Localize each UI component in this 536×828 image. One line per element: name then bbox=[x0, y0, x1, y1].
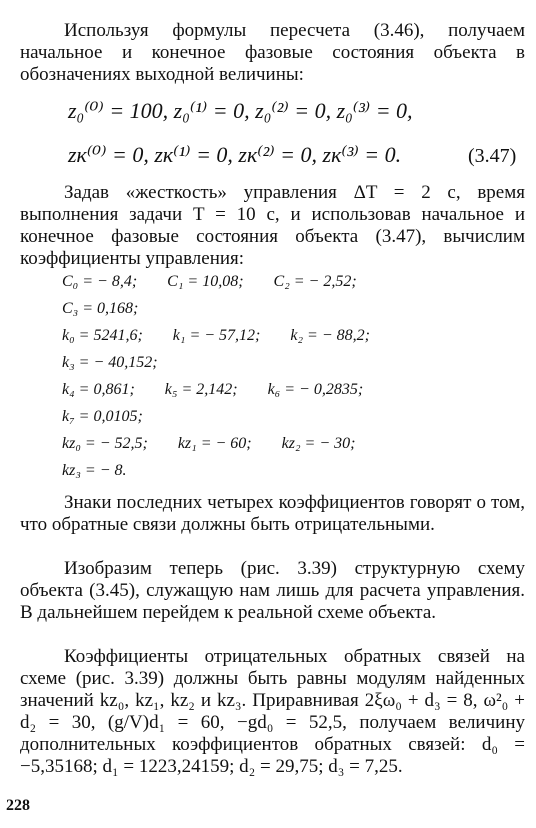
structure-scheme-paragraph: Изобразим теперь (рис. 3.39) структурную схему объекта (3.45), служащую нам лишь для расчета управления. В дальнейшем перейдем к реальной схеме объекта. bbox=[20, 558, 525, 623]
coefficient-value: k₀ = 5241,6; bbox=[62, 327, 143, 344]
coefficient-row bbox=[62, 380, 393, 400]
coefficient-row bbox=[62, 299, 168, 319]
coefficient-value: k₁ = − 57,12; bbox=[172, 327, 261, 344]
equation-final-states: zк⁽⁰⁾ = 0, zк⁽¹⁾ = 0, zк⁽²⁾ = 0, zк⁽³⁾ = 0. bbox=[68, 142, 402, 167]
coefficient-value: k₇ = 0,0105; bbox=[62, 408, 143, 425]
coefficient-row bbox=[62, 353, 188, 373]
coefficient-value: kz₁ = − 60; bbox=[177, 435, 252, 452]
coefficient-value: k₄ = 0,861; bbox=[62, 381, 135, 398]
intro-paragraph: Используя формулы пересчета (3.46), получаем начальное и конечное фазовые состояния объекта в обозначениях выходной величины: bbox=[20, 20, 525, 85]
coefficient-row bbox=[62, 434, 385, 454]
coefficient-value: kz₂ = − 30; bbox=[281, 435, 356, 452]
coefficient-value: k₃ = − 40,152; bbox=[62, 354, 158, 371]
coefficient-value: C₁ = 10,08; bbox=[167, 273, 244, 290]
coefficient-value: k₅ = 2,142; bbox=[164, 381, 238, 398]
control-coefficients-paragraph: Задав «жесткость» управления ΔT = 2 с, время выполнения задачи T = 10 с, и использовав начальное и конечное фазовые состояния объекта (3.47), вычислим коэффициенты управления: bbox=[20, 182, 525, 269]
equation-initial-states: z₀⁽⁰⁾ = 100, z₀⁽¹⁾ = 0, z₀⁽²⁾ = 0, z₀⁽³⁾ = 0, bbox=[68, 98, 413, 123]
coefficient-value: C₂ = − 2,52; bbox=[273, 273, 357, 290]
coefficient-value: kz₃ = − 8. bbox=[62, 462, 127, 479]
coefficient-row bbox=[62, 461, 156, 481]
coefficient-value: k₆ = − 0,2835; bbox=[267, 381, 364, 398]
coefficient-row bbox=[62, 272, 387, 292]
feedback-coefficients-paragraph: Коэффициенты отрицательных обратных связей на схеме (рис. 3.39) должны быть равны модулям найденных значений kz₀, kz₁, kz₂ и kz₃. Приравнивая 2ξω₀ + d₃ = 8, ω²₀ + d₂ = 30, (g/V)d₁ = 60, −gd₀ = 52,5, получаем величину дополнительных коэффициентов обратных связей: d₀ = −5,35168; d₁ = 1223,24159; d₂ = 29,75; d₃ = 7,25. bbox=[20, 646, 525, 777]
coefficient-value: C₃ = 0,168; bbox=[62, 300, 139, 317]
coefficient-row bbox=[62, 326, 400, 346]
coefficient-value: kz₀ = − 52,5; bbox=[62, 435, 148, 452]
signs-paragraph: Знаки последних четырех коэффициентов говорят о том, что обратные связи должны быть отрицательными. bbox=[20, 492, 525, 535]
coefficient-value: C₀ = − 8,4; bbox=[62, 273, 138, 290]
equation-number: (3.47) bbox=[468, 145, 517, 167]
page-number: 228 bbox=[6, 797, 30, 814]
coefficient-row bbox=[62, 407, 173, 427]
coefficient-value: k₂ = − 88,2; bbox=[290, 327, 370, 344]
